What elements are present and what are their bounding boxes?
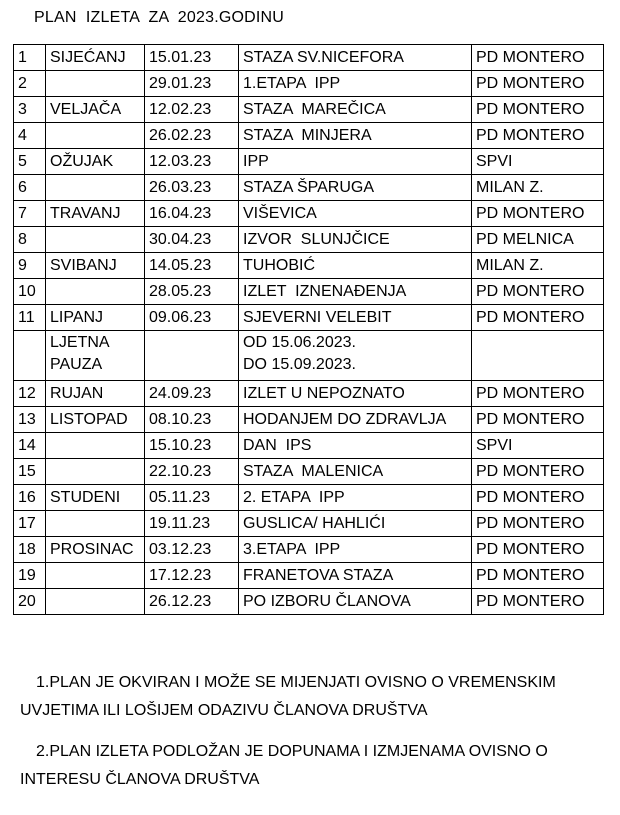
- cell-number: 5: [14, 149, 46, 175]
- cell-number: 17: [14, 511, 46, 537]
- cell-number: 9: [14, 253, 46, 279]
- cell-date: 22.10.23: [145, 459, 239, 485]
- table-row: [14, 175, 604, 201]
- cell-number: 15: [14, 459, 46, 485]
- cell-date: 26.12.23: [145, 589, 239, 615]
- table-row: [14, 589, 604, 615]
- cell-number: 16: [14, 485, 46, 511]
- cell-month: SIJEĆANJ: [46, 45, 145, 71]
- cell-organizer: PD MONTERO: [472, 71, 604, 97]
- cell-date: 12.02.23: [145, 97, 239, 123]
- table-row: [14, 407, 604, 433]
- cell-route: STAZA MINJERA: [239, 123, 472, 149]
- cell-month: [46, 563, 145, 589]
- cell-route: IZLET IZNENAĐENJA: [239, 279, 472, 305]
- cell-month: TRAVANJ: [46, 201, 145, 227]
- cell-route: OD 15.06.2023. DO 15.09.2023.: [239, 331, 472, 381]
- cell-month: [46, 511, 145, 537]
- cell-number: 11: [14, 305, 46, 331]
- table-row: [14, 563, 604, 589]
- cell-route: 1.ETAPA IPP: [239, 71, 472, 97]
- cell-number: 14: [14, 433, 46, 459]
- cell-route: IZVOR SLUNJČICE: [239, 227, 472, 253]
- cell-organizer: PD MELNICA: [472, 227, 604, 253]
- table-row: [14, 381, 604, 407]
- cell-month: [46, 227, 145, 253]
- table-row: [14, 537, 604, 563]
- cell-month: LJETNA PAUZA: [46, 331, 145, 381]
- cell-organizer: PD MONTERO: [472, 279, 604, 305]
- cell-month: [46, 71, 145, 97]
- cell-number: 1: [14, 45, 46, 71]
- cell-date: 08.10.23: [145, 407, 239, 433]
- cell-route: STAZA ŠPARUGA: [239, 175, 472, 201]
- cell-organizer: PD MONTERO: [472, 305, 604, 331]
- cell-organizer: SPVI: [472, 149, 604, 175]
- document-title: PLAN IZLETA ZA 2023.GODINU: [34, 9, 285, 26]
- cell-date: 28.05.23: [145, 279, 239, 305]
- cell-route: DAN IPS: [239, 433, 472, 459]
- cell-month: STUDENI: [46, 485, 145, 511]
- cell-organizer: PD MONTERO: [472, 201, 604, 227]
- cell-date: 19.11.23: [145, 511, 239, 537]
- table-row: [14, 45, 604, 71]
- cell-month: [46, 175, 145, 201]
- cell-route: STAZA SV.NICEFORA: [239, 45, 472, 71]
- cell-number: 8: [14, 227, 46, 253]
- cell-organizer: PD MONTERO: [472, 123, 604, 149]
- cell-month: RUJAN: [46, 381, 145, 407]
- cell-month: [46, 459, 145, 485]
- trip-plan-table: [13, 44, 604, 615]
- table-row: [14, 511, 604, 537]
- cell-date: 26.02.23: [145, 123, 239, 149]
- cell-date: 15.10.23: [145, 433, 239, 459]
- cell-organizer: PD MONTERO: [472, 459, 604, 485]
- cell-number: 18: [14, 537, 46, 563]
- table-row: [14, 201, 604, 227]
- cell-route: PO IZBORU ČLANOVA: [239, 589, 472, 615]
- cell-date: 12.03.23: [145, 149, 239, 175]
- cell-date: 09.06.23: [145, 305, 239, 331]
- cell-route: IPP: [239, 149, 472, 175]
- cell-date: 17.12.23: [145, 563, 239, 589]
- cell-date: 15.01.23: [145, 45, 239, 71]
- table-row: [14, 253, 604, 279]
- cell-date: 14.05.23: [145, 253, 239, 279]
- cell-date: 29.01.23: [145, 71, 239, 97]
- cell-date: 16.04.23: [145, 201, 239, 227]
- cell-month: PROSINAC: [46, 537, 145, 563]
- cell-month: [46, 433, 145, 459]
- cell-date: 26.03.23: [145, 175, 239, 201]
- cell-organizer: PD MONTERO: [472, 97, 604, 123]
- cell-route: SJEVERNI VELEBIT: [239, 305, 472, 331]
- cell-route: STAZA MAREČICA: [239, 97, 472, 123]
- cell-organizer: PD MONTERO: [472, 485, 604, 511]
- cell-number: 10: [14, 279, 46, 305]
- cell-month: LIPANJ: [46, 305, 145, 331]
- cell-route: GUSLICA/ HAHLIĆI: [239, 511, 472, 537]
- cell-organizer: PD MONTERO: [472, 589, 604, 615]
- table-row: [14, 71, 604, 97]
- cell-number: 6: [14, 175, 46, 201]
- cell-route: STAZA MALENICA: [239, 459, 472, 485]
- cell-date: 05.11.23: [145, 485, 239, 511]
- table-row: [14, 331, 604, 381]
- cell-date: 03.12.23: [145, 537, 239, 563]
- cell-organizer: PD MONTERO: [472, 563, 604, 589]
- cell-month: [46, 279, 145, 305]
- table-row: [14, 433, 604, 459]
- cell-number: 4: [14, 123, 46, 149]
- cell-organizer: PD MONTERO: [472, 407, 604, 433]
- cell-route: 2. ETAPA IPP: [239, 485, 472, 511]
- cell-number: [14, 331, 46, 381]
- cell-month: SVIBANJ: [46, 253, 145, 279]
- cell-organizer: PD MONTERO: [472, 45, 604, 71]
- cell-number: 19: [14, 563, 46, 589]
- table-row: [14, 485, 604, 511]
- table-row: [14, 279, 604, 305]
- cell-route: IZLET U NEPOZNATO: [239, 381, 472, 407]
- cell-route: TUHOBIĆ: [239, 253, 472, 279]
- table-row: [14, 305, 604, 331]
- table-row: [14, 123, 604, 149]
- note-2: 2.PLAN IZLETA PODLOŽAN JE DOPUNAMA I IZMJENAMA OVISNO O INTERESU ČLANOVA DRUŠTVA: [20, 743, 548, 788]
- cell-date: 30.04.23: [145, 227, 239, 253]
- cell-organizer: [472, 331, 604, 381]
- cell-month: LISTOPAD: [46, 407, 145, 433]
- cell-date: [145, 331, 239, 381]
- cell-route: 3.ETAPA IPP: [239, 537, 472, 563]
- cell-organizer: MILAN Z.: [472, 253, 604, 279]
- cell-organizer: MILAN Z.: [472, 175, 604, 201]
- table-row: [14, 149, 604, 175]
- cell-date: 24.09.23: [145, 381, 239, 407]
- cell-number: 20: [14, 589, 46, 615]
- cell-number: 2: [14, 71, 46, 97]
- cell-number: 3: [14, 97, 46, 123]
- cell-organizer: SPVI: [472, 433, 604, 459]
- cell-route: VIŠEVICA: [239, 201, 472, 227]
- cell-number: 13: [14, 407, 46, 433]
- cell-organizer: PD MONTERO: [472, 381, 604, 407]
- table-row: [14, 97, 604, 123]
- cell-route: HODANJEM DO ZDRAVLJA: [239, 407, 472, 433]
- table-row: [14, 459, 604, 485]
- cell-month: [46, 123, 145, 149]
- note-1: 1.PLAN JE OKVIRAN I MOŽE SE MIJENJATI OVISNO O VREMENSKIM UVJETIMA ILI LOŠIJEM ODAZIVU ČLANOVA DRUŠTVA: [20, 674, 556, 719]
- cell-number: 12: [14, 381, 46, 407]
- cell-number: 7: [14, 201, 46, 227]
- cell-month: [46, 589, 145, 615]
- table-row: [14, 227, 604, 253]
- cell-month: VELJAČA: [46, 97, 145, 123]
- cell-organizer: PD MONTERO: [472, 537, 604, 563]
- cell-organizer: PD MONTERO: [472, 511, 604, 537]
- cell-route: FRANETOVA STAZA: [239, 563, 472, 589]
- cell-month: OŽUJAK: [46, 149, 145, 175]
- trip-plan-body: [14, 45, 604, 615]
